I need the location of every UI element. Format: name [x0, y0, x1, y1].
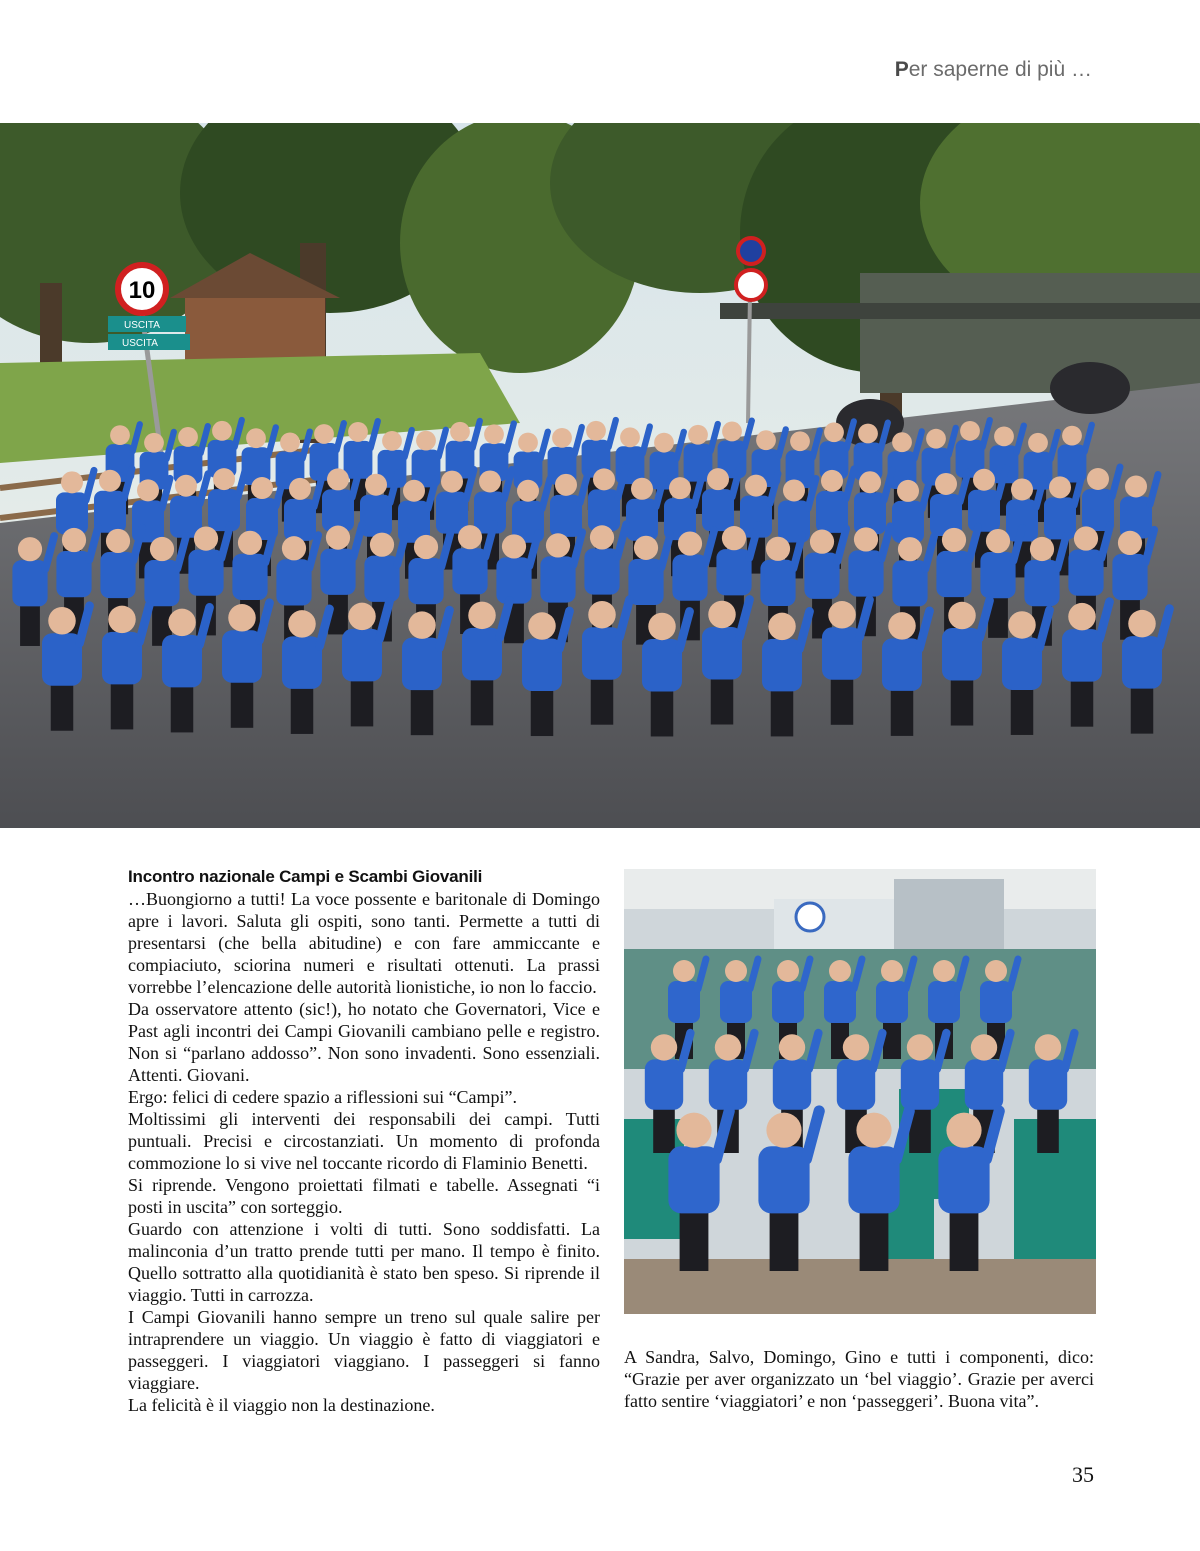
group-photo-outdoor	[0, 123, 1200, 828]
group-photo-illustration	[0, 123, 1200, 828]
photo-caption: A Sandra, Salvo, Domingo, Gino e tutti i componenti, dico: “Grazie per aver organizzato un ‘bel viaggio’. Grazie per averci fatto sentire ‘viaggiatori’ e non ‘passeggeri’. Buona vita”.	[624, 1347, 1094, 1411]
running-head-initial: P	[894, 58, 909, 81]
page-number: 35	[1072, 1462, 1094, 1487]
article-paragraph: Guardo con attenzione i volti di tutti. Sono soddisfatti. La malinconia d’un tratto prende tutti per mano. Il tempo è finito. Quello sottratto alla quotidianità è stato ben speso. Si riprende il viaggio. Tutti in carrozza.	[128, 1219, 600, 1305]
article-title: Incontro nazionale Campi e Scambi Giovanili	[128, 867, 483, 886]
running-head	[895, 58, 1092, 82]
article-paragraph: Da osservatore attento (sic!), ho notato che Governatori, Vice e Past agli incontri dei Campi Giovanili cambiano pelle e registro. Non si “parlano addosso”. Non sono invadenti. Sono essenziali. Attenti. Giovani.	[128, 999, 600, 1085]
article-paragraph: I Campi Giovanili hanno sempre un treno sul quale salire per intraprendere un viaggio. Un viaggio è fatto di viaggiatori e passeggeri. I viaggiatori viaggiano. I passeggeri si fanno viaggiare.	[128, 1307, 600, 1393]
exit-sign-1: USCITA	[124, 320, 160, 331]
article-paragraph: Ergo: felici di cedere spazio a riflessioni sui “Campi”.	[128, 1087, 518, 1107]
indoor-photo-illustration	[624, 869, 1096, 1314]
exit-sign-2: USCITA	[122, 338, 158, 349]
running-head-text: er saperne di più …	[908, 58, 1092, 81]
article	[128, 866, 600, 1416]
article-paragraph: …Buongiorno a tutti! La voce possente e baritonale di Domingo apre i lavori. Saluta gli ospiti, sono tanti. Permette a tutti di presentarsi (che bella abitudine) e con fare ammiccante e compiaciuto, sciorina numeri e risultati ottenuti. La prassi vorrebbe l’elencazione delle autorità lionistiche, io non lo faccio.	[128, 889, 600, 997]
group-photo-indoor	[624, 869, 1096, 1314]
article-paragraph: Moltissimi gli interventi dei responsabili dei campi. Tutti puntuali. Precisi e circostanziati. Un momento di profonda commozione lo si vive nel toccante ricordo di Flaminio Benetti.	[128, 1109, 600, 1173]
article-paragraph: Si riprende. Vengono proiettati filmati e tabelle. Assegnati “i posti in uscita” con sorteggio.	[128, 1175, 600, 1217]
speed-limit-value: 10	[128, 277, 156, 304]
article-paragraph: La felicità è il viaggio non la destinazione.	[128, 1395, 435, 1415]
